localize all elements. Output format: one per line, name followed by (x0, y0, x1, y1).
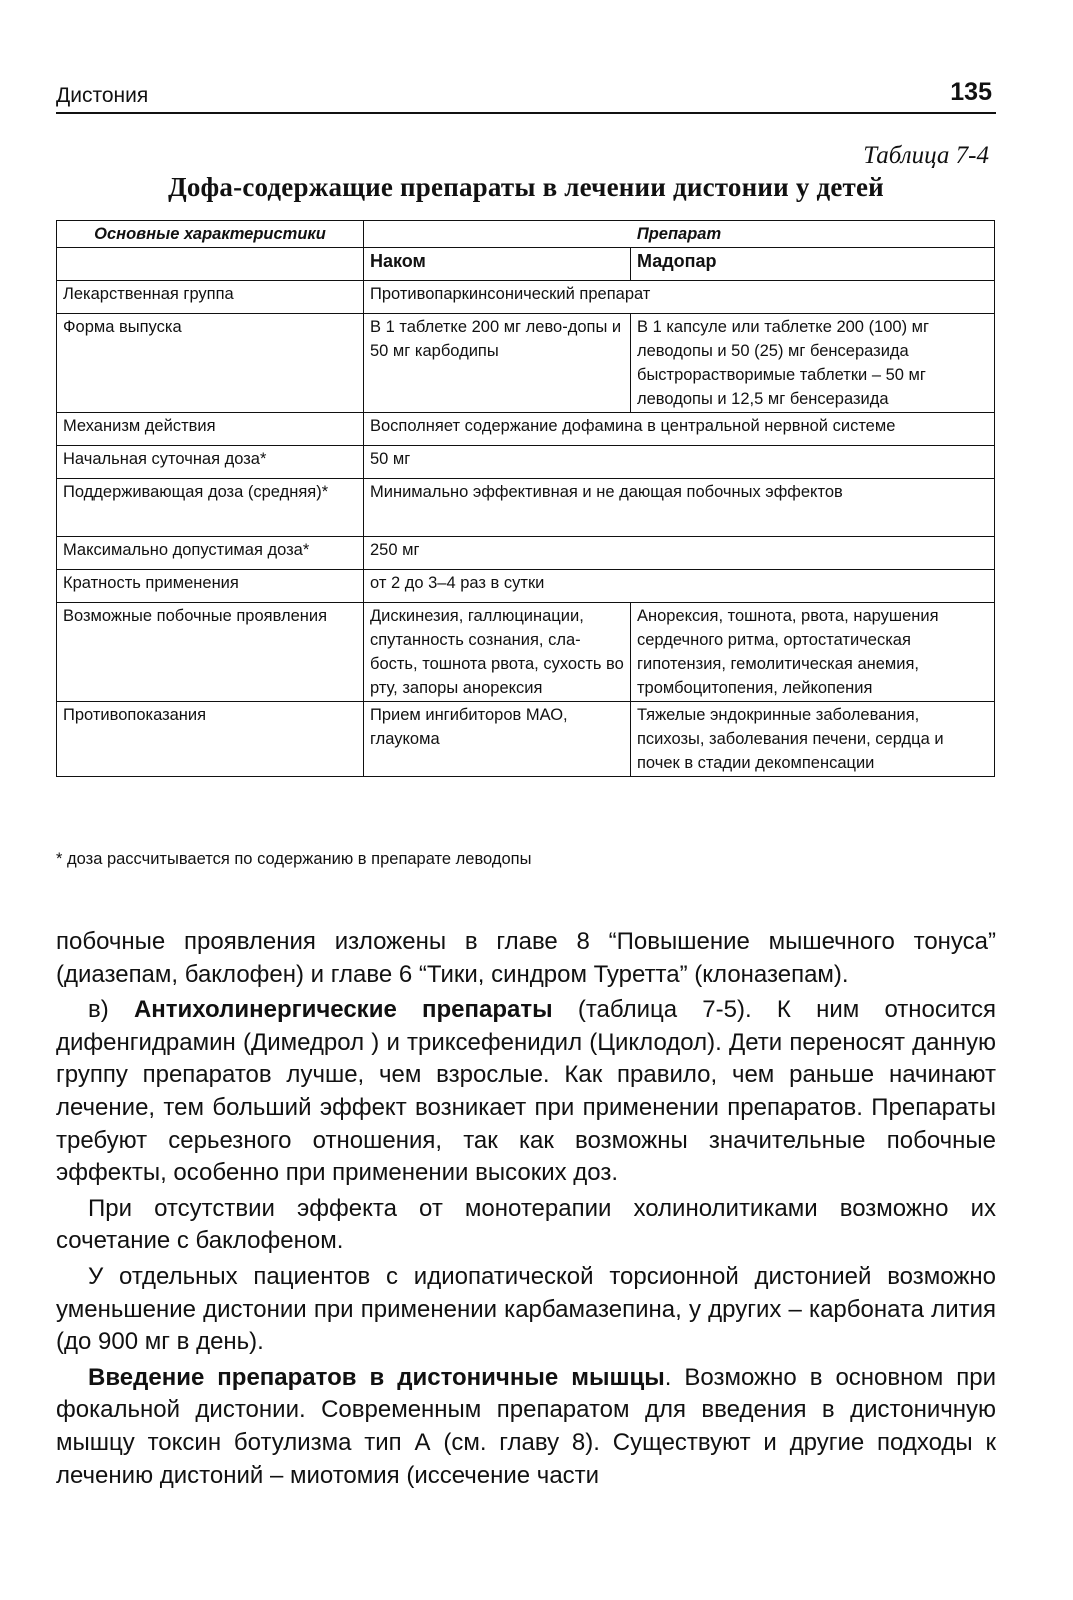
paragraph (56, 1362, 996, 1492)
row-value-madopar: Тяжелые эндокринные заболевания, психозы, заболевания печени, сердца и почек в стадии декомпенсации (631, 702, 995, 777)
row-label: Механизм действия (57, 413, 364, 446)
bold-term: Введение препаратов в дистоничные мышцы (88, 1363, 665, 1391)
table-row (57, 537, 995, 570)
table-row (57, 248, 995, 281)
table-row (57, 570, 995, 603)
row-label: Начальная суточная доза* (57, 446, 364, 479)
row-label: Лекарственная группа (57, 281, 364, 314)
paragraph-text: . Возможно в основном при фокальной дистонии. Современным препаратом для введения в дистоничную мышцу токсин ботулизма тип А (см. главу 8). Существуют и другие подходы к лечению дистоний – миотомия (иссечение части (56, 1363, 997, 1489)
row-label: Кратность применения (57, 570, 364, 603)
drug-name-nakom: Наком (364, 248, 631, 281)
paragraph: побочные проявления изложены в главе 8 “Повышение мышечного тонуса” (диазепам, баклофен) и главе 6 “Тики, синдром Туретта” (клоназепам). (56, 928, 996, 988)
table-row (57, 603, 995, 702)
row-value: Минимально эффективная и не дающая побочных эффектов (364, 479, 995, 537)
row-value: Противопаркинсонический препарат (364, 281, 995, 314)
drug-table (56, 220, 995, 777)
row-value-madopar: Анорексия, тошнота, рвота, нарушения сердечного ритма, ортостатическая гипотензия, гемолитическая анемия, тромбоцитопения, лейкопения (631, 603, 995, 702)
paragraph: При отсутствии эффекта от монотерапии холинолитиками возможно их сочетание с баклофеном. (56, 1194, 996, 1255)
table-row (57, 413, 995, 446)
paragraph (56, 994, 996, 1190)
table-header-row (57, 221, 995, 248)
row-value-nakom: Дискинезия, галлюцинации, спутанность сознания, сла-бость, тошнота рвота, сухость во рту, запоры анорексия (364, 603, 631, 702)
row-label: Максимально допустимая доза* (57, 537, 364, 570)
page-number: 135 (950, 78, 992, 106)
row-value: 250 мг (364, 537, 995, 570)
row-value-madopar: В 1 капсуле или таблетке 200 (100) мг леводопы и 50 (25) мг бенсеразида быстрорастворимые таблетки – 50 мг леводопы и 12,5 мг бенсеразида (631, 314, 995, 413)
row-value: от 2 до 3–4 раз в сутки (364, 570, 995, 603)
row-label: Форма выпуска (57, 314, 364, 413)
header-characteristics: Основные характеристики (57, 221, 364, 248)
table-row (57, 702, 995, 777)
running-head: Дистония (56, 84, 149, 107)
paragraph: У отдельных пациентов с идиопатической торсионной дистонией возможно уменьшение дистонии при применении карбамазепина, у других – карбоната лития (до 900 мг в день). (56, 1262, 996, 1356)
table-row (57, 479, 995, 537)
bold-term: Антихолинергические препараты (133, 996, 553, 1024)
body-text (56, 926, 996, 1495)
row-value: Восполняет содержание дофамина в центральной нервной системе (364, 413, 995, 446)
page-header (56, 78, 996, 114)
header-drug: Препарат (364, 221, 995, 248)
table-row (57, 281, 995, 314)
table-row (57, 314, 995, 413)
table-row (57, 446, 995, 479)
row-value: 50 мг (364, 446, 995, 479)
row-value-nakom: В 1 таблетке 200 мг лево-допы и 50 мг карбодипы (364, 314, 631, 413)
list-marker: в) (88, 996, 134, 1024)
table-label: Таблица 7-4 (863, 142, 989, 169)
drug-name-madopar: Мадопар (631, 248, 995, 281)
paragraph-text: (таблица 7-5). К ним относится дифенгидрамин (Димедрол ) и триксефенидил (Циклодол). Дети переносят данную группу препаратов лучше, чем взрослые. Как правило, чем раньше начинают лечение, тем больший эффект возникает при применении препаратов. Препараты требуют серьезного отношения, так как возможны значительные побочные эффекты, особенно при применении высоких доз. (56, 996, 996, 1187)
table-footnote: * доза рассчитывается по содержанию в препарате леводопы (56, 850, 532, 868)
row-label: Противопоказания (57, 702, 364, 777)
row-label: Поддерживающая доза (средняя)* (57, 479, 364, 537)
empty-cell (57, 248, 364, 281)
row-label: Возможные побочные проявления (57, 603, 364, 702)
row-value-nakom: Прием ингибиторов МАО, глаукома (364, 702, 631, 777)
table-title: Дофа-содержащие препараты в лечении дистонии у детей (168, 172, 884, 202)
